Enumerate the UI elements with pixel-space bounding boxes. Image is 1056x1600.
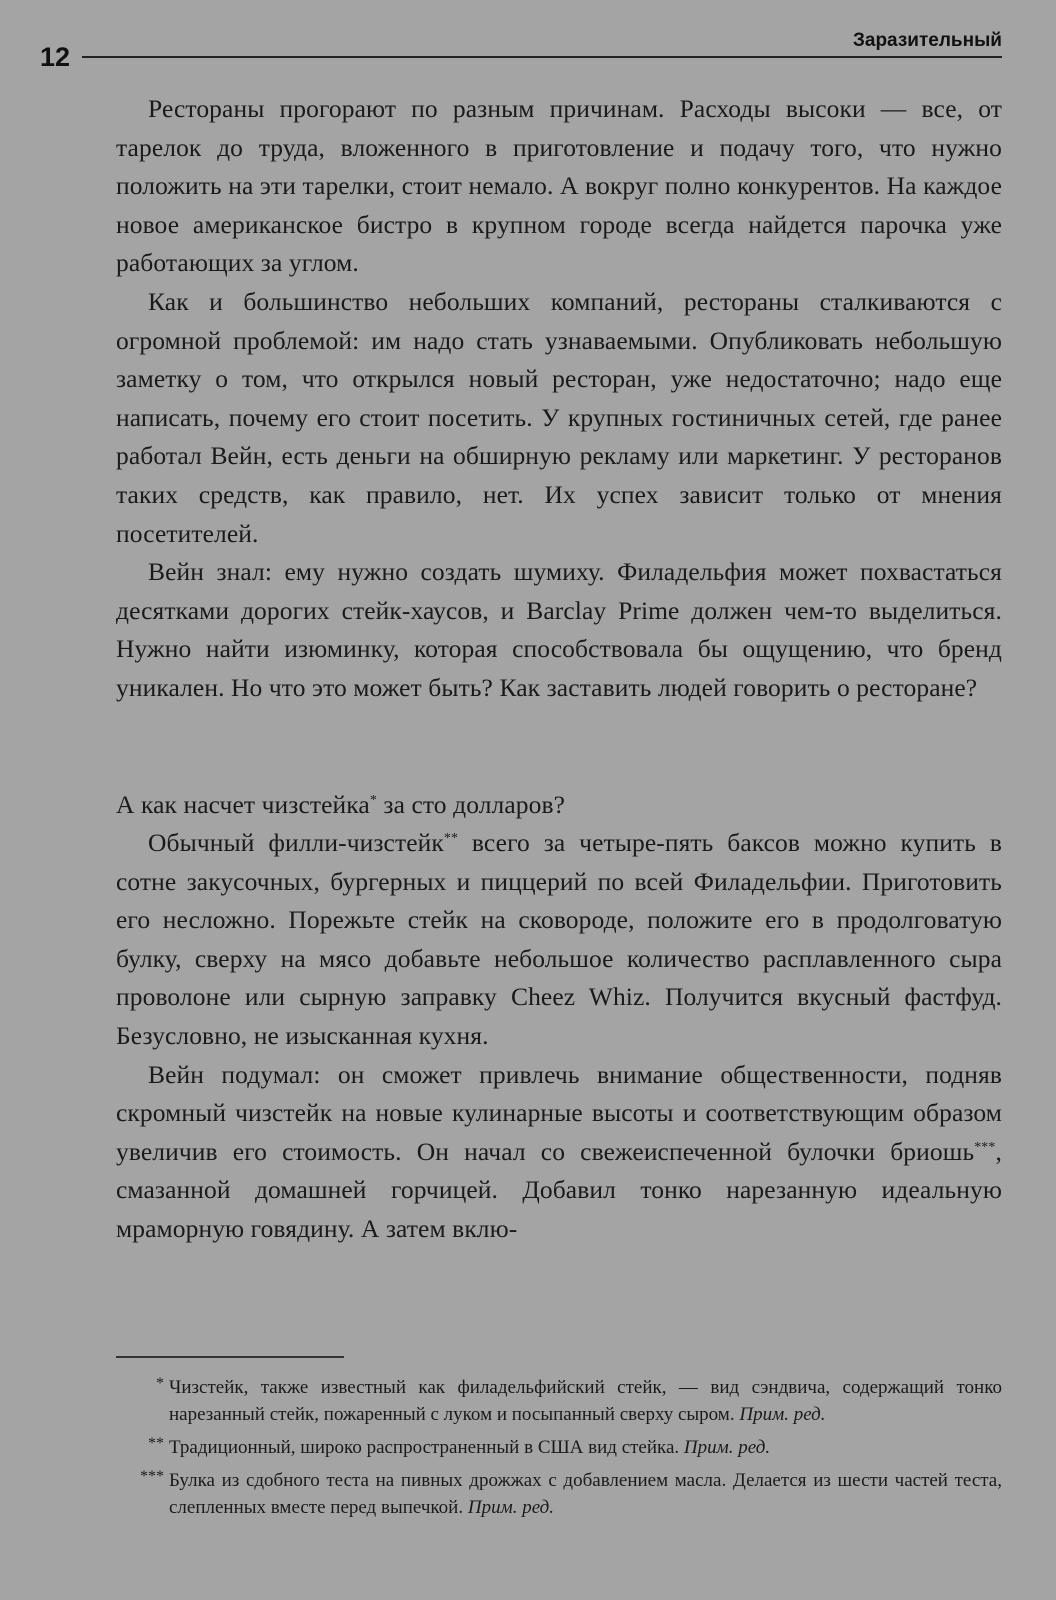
paragraph-5-text-before: Вейн подумал: он сможет привлечь внимание общественности, подняв скромный чизстейк на новые кулинарные высоты и соответствующим образом увеличив его стоимость. Он начал со свежеиспеченной булочки бриошь xyxy=(116,1059,1002,1166)
header-rule xyxy=(82,56,1002,58)
page-number: 12 xyxy=(40,42,71,72)
footnote-2 xyxy=(116,1434,1002,1461)
paragraph-5-text-after: , смазанной домашней горчицей. Добавил тонко нарезанную идеальную мраморную говядину. А затем вклю- xyxy=(116,1136,1002,1244)
footnote-3-editor-note: Прим. ред. xyxy=(467,1497,555,1518)
main-text xyxy=(116,90,1002,1249)
paragraph-3: Вейн знал: ему нужно создать шумиху. Филадельфия может похвастаться десятками дорогих стейк-хаусов, и Barclay Prime должен чем-то выделиться. Нужно найти изюминку, которая способствовала бы ощущению, что бренд уникален. Но что это может быть? Как заставить людей говорить о ресторане? xyxy=(116,557,1002,702)
footnote-1-editor-note: Прим. ред. xyxy=(739,1404,826,1425)
footnote-3 xyxy=(116,1467,1002,1521)
paragraph-4-text-after: всего за четыре-пять баксов можно купить в сотне закусочных, бургерных и пиццерий по всей Филадельфии. Приготовить его несложно. Порежьте стейк на сковороде, положите его в продолговатую булку, сверху на мясо добавьте небольшое количество расплавленного сыра проволоне или сырную заправку Cheez Whiz. Получится вкусный фастфуд. Безусловно, не изысканная кухня. xyxy=(116,828,1002,1051)
footnote-ref-3: *** xyxy=(974,1139,996,1155)
footnote-2-editor-note: Прим. ред. xyxy=(683,1437,771,1458)
footnote-ref-2: ** xyxy=(443,831,459,847)
running-header xyxy=(40,30,1002,74)
footnote-ref-1: * xyxy=(369,792,377,808)
subheading-text-after: за сто долларов? xyxy=(376,789,566,819)
footnote-3-text: Булка из сдобного теста на пивных дрожжах с добавлением масла. Делается из шести частей теста, слепленных вместе перед выпечкой. xyxy=(169,1470,1002,1518)
section-subheading xyxy=(116,786,1002,825)
paragraph-1: Рестораны прогорают по разным причинам. Расходы высоки — все, от тарелок до труда, вложенного в приготовление и подачу того, что нужно положить на эти тарелки, стоит немало. А вокруг полно конкурентов. На каждое новое американское бистро в крупном городе всегда найдется парочка уже работающих за углом. xyxy=(116,94,1002,278)
footnote-3-marker: *** xyxy=(140,1468,164,1485)
footnote-separator xyxy=(116,1356,344,1358)
paragraph-2: Как и большинство небольших компаний, рестораны сталкиваются с огромной проблемой: им надо стать узнаваемыми. Опубликовать небольшую заметку о том, что открылся новый ресторан, уже недостаточно; надо еще написать, почему его стоит посетить. У крупных гостиничных сетей, где ранее работал Вейн, есть деньги на обширную рекламу или маркетинг. У ресторанов таких средств, как правило, нет. Их успех зависит только от мнения посетителей. xyxy=(116,286,1002,548)
paragraph-5 xyxy=(116,1056,1002,1249)
footnote-1 xyxy=(116,1374,1002,1428)
subheading-text-before: А как насчет чизстейка xyxy=(116,789,370,819)
footnote-2-text: Традиционный, широко распространенный в США вид стейка. xyxy=(169,1437,684,1458)
footnote-1-text: Чизстейк, также известный как филадельфийский стейк, — вид сэндвича, содержащий тонко нарезанный стейк, пожаренный с луком и посыпанный сверху сыром. xyxy=(169,1377,1002,1425)
paragraph-4 xyxy=(116,824,1002,1056)
footnotes xyxy=(116,1374,1002,1527)
footnote-2-marker: ** xyxy=(148,1435,164,1452)
footnote-1-marker: * xyxy=(156,1375,164,1392)
running-title: Заразительный xyxy=(852,30,1002,51)
paragraph-4-text-before: Обычный филли-чизстейк xyxy=(148,828,444,858)
